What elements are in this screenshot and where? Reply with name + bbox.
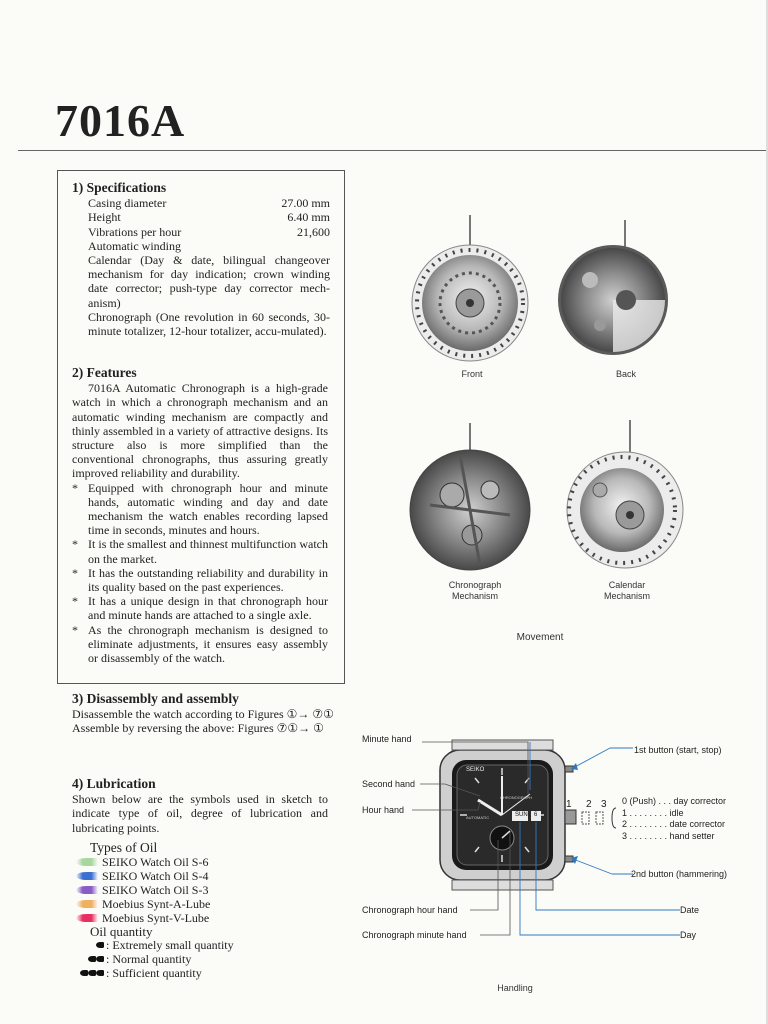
- back-caption: Back: [615, 369, 636, 379]
- bullet-marker: *: [72, 565, 78, 580]
- oil-type-row: [76, 869, 328, 883]
- chronograph-mechanism-caption: Chronograph Mechanism: [448, 580, 502, 601]
- bullet-marker: *: [72, 622, 78, 637]
- feature-bullet-text: It has the outstanding reliability and durability in its quality based on the past experiences.: [88, 565, 328, 595]
- calendar-mechanism-caption: Calendar Mechanism: [603, 580, 650, 601]
- page-title: 7016A: [55, 95, 186, 146]
- oil-types-heading: Types of Oil: [90, 839, 158, 855]
- spec-label: Height: [88, 210, 121, 225]
- spec-label: Casing diameter: [88, 196, 167, 211]
- dial-chronograph-text: CHRONOGRAPH: [500, 795, 533, 800]
- specifications-section: [72, 181, 330, 338]
- oil-quantity-text: : Extremely small quantity: [106, 937, 234, 952]
- feature-bullet: [72, 481, 328, 538]
- crown-position-1: 1: [566, 799, 572, 810]
- crown-position-3: 3: [601, 799, 607, 810]
- oil-type-row: [76, 855, 328, 869]
- crown-legend-item: 0 (Push) . . . day corrector: [622, 796, 727, 806]
- feature-bullet: [72, 537, 328, 565]
- oil-quantity-text: : Sufficient quantity: [106, 965, 202, 980]
- oil-quantity-heading: Oil quantity: [90, 924, 153, 940]
- movement-caption: Movement: [516, 632, 564, 643]
- second-hand-label: Second hand: [362, 779, 416, 789]
- feature-bullet-text: It is the smallest and thinnest multifunction watch on the market.: [88, 537, 328, 566]
- oil-type-row: [76, 883, 328, 897]
- spec-label: Vibrations per hour: [88, 224, 182, 239]
- oil-drop-icon: [76, 886, 98, 894]
- lubrication-text: Shown below are the symbols used in sketch to indicate type of oil, degree of lubrication and lubricating points.: [72, 792, 328, 835]
- chronograph-hour-hand-label: Chronograph hour hand: [362, 905, 458, 915]
- first-button-label: 1st button (start, stop): [634, 745, 722, 755]
- oil-type-row: [76, 911, 328, 925]
- spec-row: [72, 210, 330, 224]
- oil-quantity-row: [72, 938, 328, 952]
- features-section: [72, 366, 328, 665]
- day-window: SUN: [515, 812, 528, 818]
- feature-bullet: [72, 594, 328, 622]
- spec-item: Calendar (Day & date, bilingual changeover mechanism for day indication; crown winding date corrector; push-type day corrector mech-anism): [88, 253, 330, 310]
- crown-legend-item: 3 . . . . . . . . hand setter: [622, 830, 715, 841]
- disassembly-line: Disassemble the watch according to Figures ①→ ⑦①: [72, 707, 334, 722]
- feature-bullet: [72, 566, 328, 594]
- oil-name: SEIKO Watch Oil S-3: [102, 882, 209, 897]
- date-window: 6: [534, 812, 538, 818]
- front-caption: Front: [461, 369, 483, 379]
- oil-drop-icon: [76, 872, 98, 880]
- oil-drop-icon: [76, 858, 98, 866]
- oil-dot-icon: [96, 956, 104, 962]
- second-button-label: 2nd button (hammering): [631, 869, 728, 879]
- handling-diagram: [360, 728, 760, 958]
- spec-item: Chronograph (One revolution in 60 seconds, 30-minute totalizer, 12-hour totalizer, accu-mulated).: [88, 309, 330, 339]
- chronograph-mechanism-photo: [410, 423, 530, 570]
- bullet-marker: *: [72, 480, 78, 495]
- minute-hand-label: Minute hand: [362, 734, 412, 744]
- oil-quantity-icon: [72, 970, 104, 976]
- bullet-marker: *: [72, 537, 78, 552]
- spec-row: [72, 196, 330, 210]
- crown-legend-item: 1 . . . . . . . . idle: [622, 807, 684, 818]
- feature-bullet-text: Equipped with chronograph hour and minute hands, automatic winding and day and date mechanism the watch enables recording lapsed time in seconds, minutes and hours.: [88, 480, 328, 538]
- oil-dot-icon: [96, 942, 104, 948]
- calendar-mechanism-photo: [567, 420, 683, 568]
- back-photo: [558, 220, 668, 355]
- oil-name: SEIKO Watch Oil S-6: [102, 854, 209, 869]
- movement-photos: [400, 205, 700, 625]
- dial-automatic-text: AUTOMATIC: [466, 815, 490, 820]
- spec-value: 27.00 mm: [281, 196, 330, 211]
- handling-caption: Handling: [497, 983, 533, 993]
- spec-item: Automatic winding: [88, 238, 181, 253]
- oil-quantity-icon: [72, 942, 104, 948]
- oil-quantity-row: [72, 966, 328, 980]
- disassembly-heading: 3) Disassembly and assembly: [72, 691, 239, 706]
- disassembly-section: [72, 692, 334, 736]
- oil-dot-icon: [88, 970, 96, 976]
- oil-dot-icon: [80, 970, 88, 976]
- hour-hand-label: Hour hand: [362, 805, 405, 815]
- front-photo: [412, 215, 528, 361]
- day-label: Day: [680, 930, 697, 940]
- oil-quantity-text: : Normal quantity: [106, 951, 192, 966]
- feature-bullet-text: As the chronograph mechanism is designed to eliminate adjustments, it ensures easy assembly or disassembly of the watch.: [88, 622, 328, 666]
- oil-name: Moebius Synt-V-Lube: [102, 910, 210, 925]
- oil-type-row: [76, 897, 328, 911]
- header-rule: [18, 150, 768, 151]
- oil-name: Moebius Synt-A-Lube: [102, 896, 211, 911]
- bullet-marker: *: [72, 594, 78, 609]
- feature-bullet: [72, 623, 328, 666]
- features-heading: 2) Features: [72, 365, 137, 380]
- spec-row: [72, 225, 330, 239]
- crown-legend: [622, 796, 726, 842]
- lubrication-section: [72, 777, 328, 980]
- oil-dot-icon: [96, 970, 104, 976]
- oil-quantity-row: [72, 952, 328, 966]
- spec-value: 6.40 mm: [287, 210, 330, 225]
- oil-dot-icon: [88, 956, 96, 962]
- features-intro: 7016A Automatic Chronograph is a high-grade watch in which a chronograph mechanism and an automatic winding mechanism are compactly and thinly assembled in a variety of attractive designs. Its structure also is more simplified than the conventional chronographs, thus assuring greatly improved reliability and durability.: [72, 381, 328, 481]
- feature-bullet-text: It has a unique design in that chronograph hour and minute hands are attached to a single axle.: [88, 594, 328, 623]
- oil-drop-icon: [76, 914, 98, 922]
- oil-quantity-icon: [72, 956, 104, 962]
- spec-value: 21,600: [297, 224, 330, 239]
- lubrication-heading: 4) Lubrication: [72, 776, 156, 791]
- specifications-heading: 1) Specifications: [72, 180, 167, 195]
- crown-position-2: 2: [586, 799, 592, 810]
- chronograph-minute-hand-label: Chronograph minute hand: [362, 930, 467, 940]
- date-label: Date: [680, 905, 700, 915]
- oil-drop-icon: [76, 900, 98, 908]
- assembly-line: Assemble by reversing the above: Figures ⑦①→ ①: [72, 721, 324, 736]
- dial-brand: SEIKO: [466, 767, 485, 773]
- oil-name: SEIKO Watch Oil S-4: [102, 868, 209, 883]
- crown-legend-item: 2 . . . . . . . . date corrector: [622, 819, 726, 829]
